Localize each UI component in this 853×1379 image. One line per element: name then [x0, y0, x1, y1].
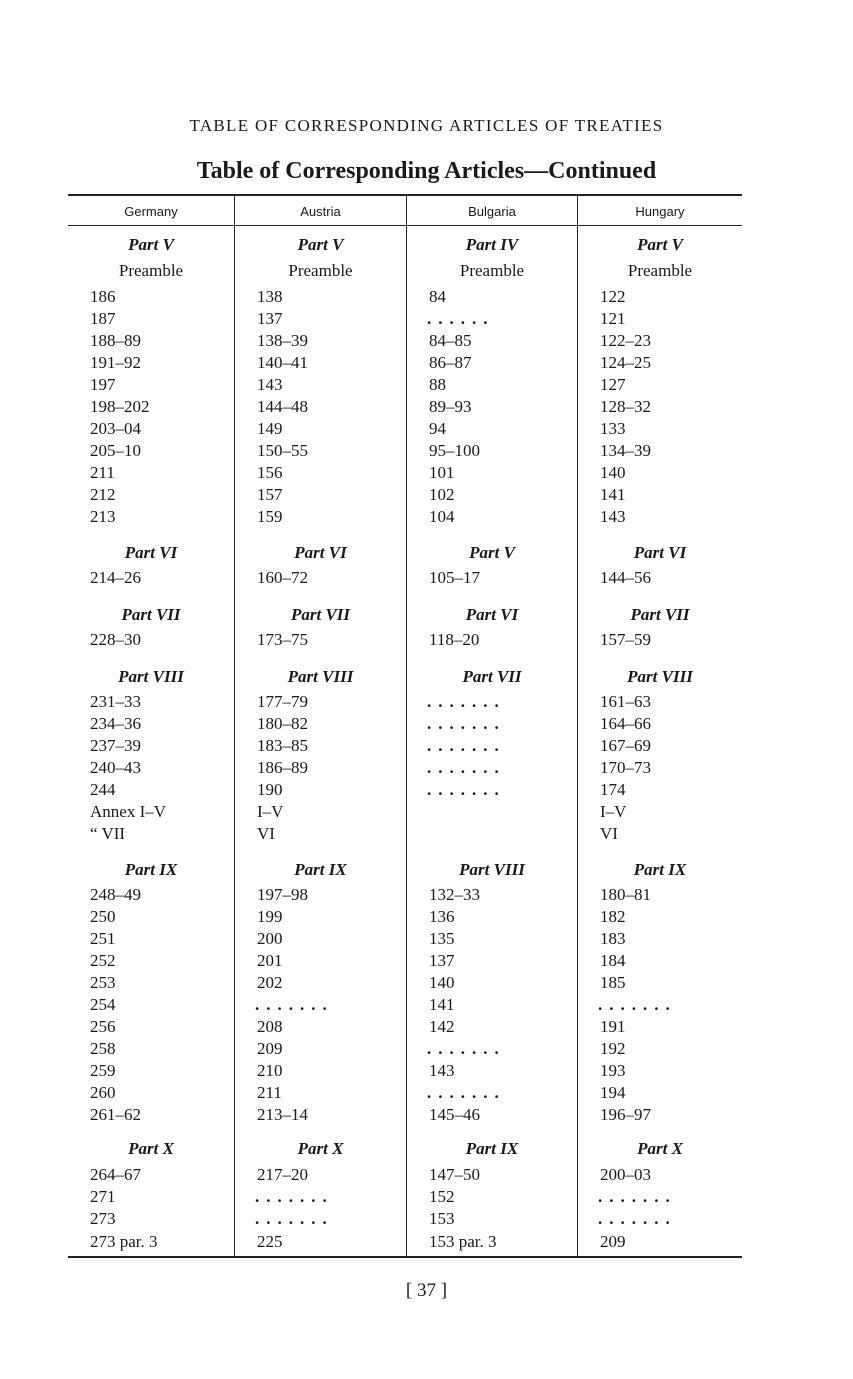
article-number: 244 [90, 780, 116, 799]
part-heading: Part VII [462, 667, 522, 686]
part-heading: Part IV [465, 235, 519, 254]
article-number: 167–69 [600, 736, 651, 755]
article-number: 122–23 [600, 331, 651, 350]
part-heading: Part VIII [118, 667, 184, 686]
article-number: 197–98 [257, 885, 308, 904]
article-number: 141 [429, 995, 455, 1014]
article-number: VI [600, 824, 618, 843]
article-number: 159 [257, 507, 283, 526]
part-heading: Part VIII [287, 667, 354, 686]
article-number: 187 [90, 309, 116, 328]
column-hungary [578, 196, 742, 1256]
part-heading: Part VII [290, 605, 351, 624]
article-number: 213 [90, 507, 116, 526]
article-number: 253 [90, 973, 116, 992]
article-number: 201 [257, 951, 283, 970]
preamble-label: Preamble [627, 261, 693, 280]
part-heading: Part VI [633, 543, 687, 562]
article-number: 248–49 [90, 885, 141, 904]
article-number: 183 [600, 929, 626, 948]
article-number: 190 [257, 780, 283, 799]
article-number: 104 [429, 507, 455, 526]
article-number: 144–56 [600, 568, 651, 587]
dot-leader: ....... [427, 1039, 506, 1058]
article-number: 102 [429, 485, 455, 504]
column-header: Bulgaria [468, 204, 516, 219]
column-header: Austria [300, 204, 341, 219]
part-heading: Part IX [465, 1139, 519, 1158]
dot-leader: ...... [427, 309, 495, 328]
article-number: 150–55 [257, 441, 308, 460]
article-number: 211 [257, 1083, 282, 1102]
article-number: “ VII [90, 824, 126, 843]
article-number: 177–79 [257, 692, 308, 711]
article-number: 196–97 [600, 1105, 651, 1124]
article-number: 271 [90, 1187, 116, 1206]
article-number: 197 [90, 375, 116, 394]
article-number: 170–73 [600, 758, 651, 777]
article-number: 157 [257, 485, 283, 504]
article-number: 260 [90, 1083, 116, 1102]
dot-leader: ....... [427, 1083, 506, 1102]
part-heading: Part V [128, 235, 174, 254]
article-number: 122 [600, 287, 626, 306]
article-number: 273 par. 3 [90, 1232, 158, 1251]
article-number: 157–59 [600, 630, 651, 649]
article-number: 199 [257, 907, 283, 926]
article-number: 209 [257, 1039, 283, 1058]
article-number: 264–67 [90, 1165, 141, 1184]
dot-leader: ....... [598, 1209, 677, 1228]
article-number: 132–33 [429, 885, 480, 904]
dot-leader: ....... [255, 1187, 334, 1206]
part-heading: Part VIII [459, 860, 525, 879]
article-number: 140–41 [257, 353, 308, 372]
article-number: 95–100 [429, 441, 480, 460]
dot-leader: ....... [598, 1187, 677, 1206]
part-heading: Part VII [121, 605, 181, 624]
article-number: 231–33 [90, 692, 141, 711]
article-number: 141 [600, 485, 626, 504]
article-number: 121 [600, 309, 626, 328]
page-number: [ 37 ] [405, 1280, 448, 1301]
article-number: 128–32 [600, 397, 651, 416]
dot-leader: ....... [427, 714, 506, 733]
preamble-label: Preamble [118, 261, 184, 280]
article-number: 217–20 [257, 1165, 308, 1184]
article-number: 143 [429, 1061, 455, 1080]
preamble-label: Preamble [459, 261, 525, 280]
article-number: 234–36 [90, 714, 141, 733]
dot-leader: ....... [427, 692, 506, 711]
article-number: 137 [257, 309, 283, 328]
article-number: 200–03 [600, 1165, 651, 1184]
article-number: 138 [257, 287, 283, 306]
article-number: 237–39 [90, 736, 141, 755]
dot-leader: ....... [427, 758, 506, 777]
article-number: 153 [429, 1209, 455, 1228]
column-germany [68, 196, 234, 1256]
article-number: 203–04 [90, 419, 141, 438]
part-heading: Part VI [294, 543, 347, 562]
column-bulgaria [407, 196, 577, 1256]
article-number: 261–62 [90, 1105, 141, 1124]
article-number: 144–48 [257, 397, 308, 416]
part-heading: Part VII [630, 605, 690, 624]
article-number: 140 [429, 973, 455, 992]
article-number: 135 [429, 929, 455, 948]
part-heading: Part IX [633, 860, 687, 879]
article-number: 184 [600, 951, 626, 970]
preamble-label: Preamble [288, 261, 353, 280]
part-heading: Part V [637, 235, 683, 254]
article-number: 185 [600, 973, 626, 992]
article-number: 252 [90, 951, 116, 970]
article-number: I–V [257, 802, 284, 821]
part-heading: Part VI [124, 543, 178, 562]
article-number: 192 [600, 1039, 626, 1058]
article-number: 202 [257, 973, 283, 992]
article-number: 160–72 [257, 568, 308, 587]
dot-leader: ....... [598, 995, 677, 1014]
column-header: Germany [124, 204, 178, 219]
part-heading: Part VI [465, 605, 519, 624]
article-number: 142 [429, 1017, 455, 1036]
article-number: 143 [257, 375, 283, 394]
article-number: 134–39 [600, 441, 651, 460]
article-number: 84 [429, 287, 446, 306]
article-number: 143 [600, 507, 626, 526]
article-number: 133 [600, 419, 626, 438]
article-number: 101 [429, 463, 455, 482]
article-number: 180–81 [600, 885, 651, 904]
article-number: 89–93 [429, 397, 472, 416]
table-bottom-rule [68, 1256, 742, 1258]
dot-leader: ....... [427, 736, 506, 755]
article-number: 188–89 [90, 331, 141, 350]
part-heading: Part X [637, 1139, 683, 1158]
article-number: VI [257, 824, 275, 843]
article-number: 256 [90, 1017, 116, 1036]
article-number: 183–85 [257, 736, 308, 755]
article-number: 152 [429, 1187, 455, 1206]
article-number: 156 [257, 463, 283, 482]
part-heading: Part V [469, 543, 515, 562]
article-number: 213–14 [257, 1105, 308, 1124]
article-number: 198–202 [90, 397, 150, 416]
article-number: 164–66 [600, 714, 651, 733]
article-number: 194 [600, 1083, 626, 1102]
article-number: 210 [257, 1061, 283, 1080]
column-austria [235, 196, 406, 1256]
article-number: 191–92 [90, 353, 141, 372]
article-number: 149 [257, 419, 283, 438]
article-number: 88 [429, 375, 446, 394]
article-number: 124–25 [600, 353, 651, 372]
article-number: 138–39 [257, 331, 308, 350]
article-number: 180–82 [257, 714, 308, 733]
article-number: 212 [90, 485, 116, 504]
article-number: 214–26 [90, 568, 141, 587]
article-number: 254 [90, 995, 116, 1014]
article-number: 145–46 [429, 1105, 480, 1124]
article-number: 153 par. 3 [429, 1232, 497, 1251]
article-number: 200 [257, 929, 283, 948]
column-header: Hungary [635, 204, 685, 219]
article-number: 228–30 [90, 630, 141, 649]
article-number: 211 [90, 463, 115, 482]
article-number: 209 [600, 1232, 626, 1251]
article-number: 225 [257, 1232, 283, 1251]
article-number: 186 [90, 287, 116, 306]
article-number: 118–20 [429, 630, 480, 649]
article-number: 208 [257, 1017, 283, 1036]
running-head: TABLE OF CORRESPONDING ARTICLES OF TREATIES [189, 116, 664, 135]
article-number: 251 [90, 929, 116, 948]
article-number: 84–85 [429, 331, 472, 350]
dot-leader: ....... [427, 780, 506, 799]
article-number: 259 [90, 1061, 116, 1080]
article-number: 137 [429, 951, 455, 970]
article-number: 147–50 [429, 1165, 480, 1184]
article-number: 191 [600, 1017, 626, 1036]
article-number: 86–87 [429, 353, 472, 372]
article-number: 127 [600, 375, 626, 394]
article-number: 205–10 [90, 441, 141, 460]
part-heading: Part X [297, 1139, 344, 1158]
article-number: 105–17 [429, 568, 480, 587]
part-heading: Part X [128, 1139, 174, 1158]
article-number: 161–63 [600, 692, 651, 711]
article-number: 273 [90, 1209, 116, 1228]
part-heading: Part V [297, 235, 344, 254]
article-number: 186–89 [257, 758, 308, 777]
article-number: I–V [600, 802, 627, 821]
article-number: 182 [600, 907, 626, 926]
article-number: 140 [600, 463, 626, 482]
article-number: 240–43 [90, 758, 141, 777]
article-number: 136 [429, 907, 455, 926]
article-number: 173–75 [257, 630, 308, 649]
article-number: 258 [90, 1039, 116, 1058]
article-number: 193 [600, 1061, 626, 1080]
part-heading: Part IX [124, 860, 178, 879]
dot-leader: ....... [255, 1209, 334, 1228]
dot-leader: ....... [255, 995, 334, 1014]
part-heading: Part IX [294, 860, 347, 879]
article-number: 174 [600, 780, 626, 799]
article-number: 94 [429, 419, 446, 438]
page-title: Table of Corresponding Articles—Continued [196, 158, 657, 184]
article-number: 250 [90, 907, 116, 926]
article-number: Annex I–V [90, 802, 167, 821]
part-heading: Part VIII [627, 667, 693, 686]
